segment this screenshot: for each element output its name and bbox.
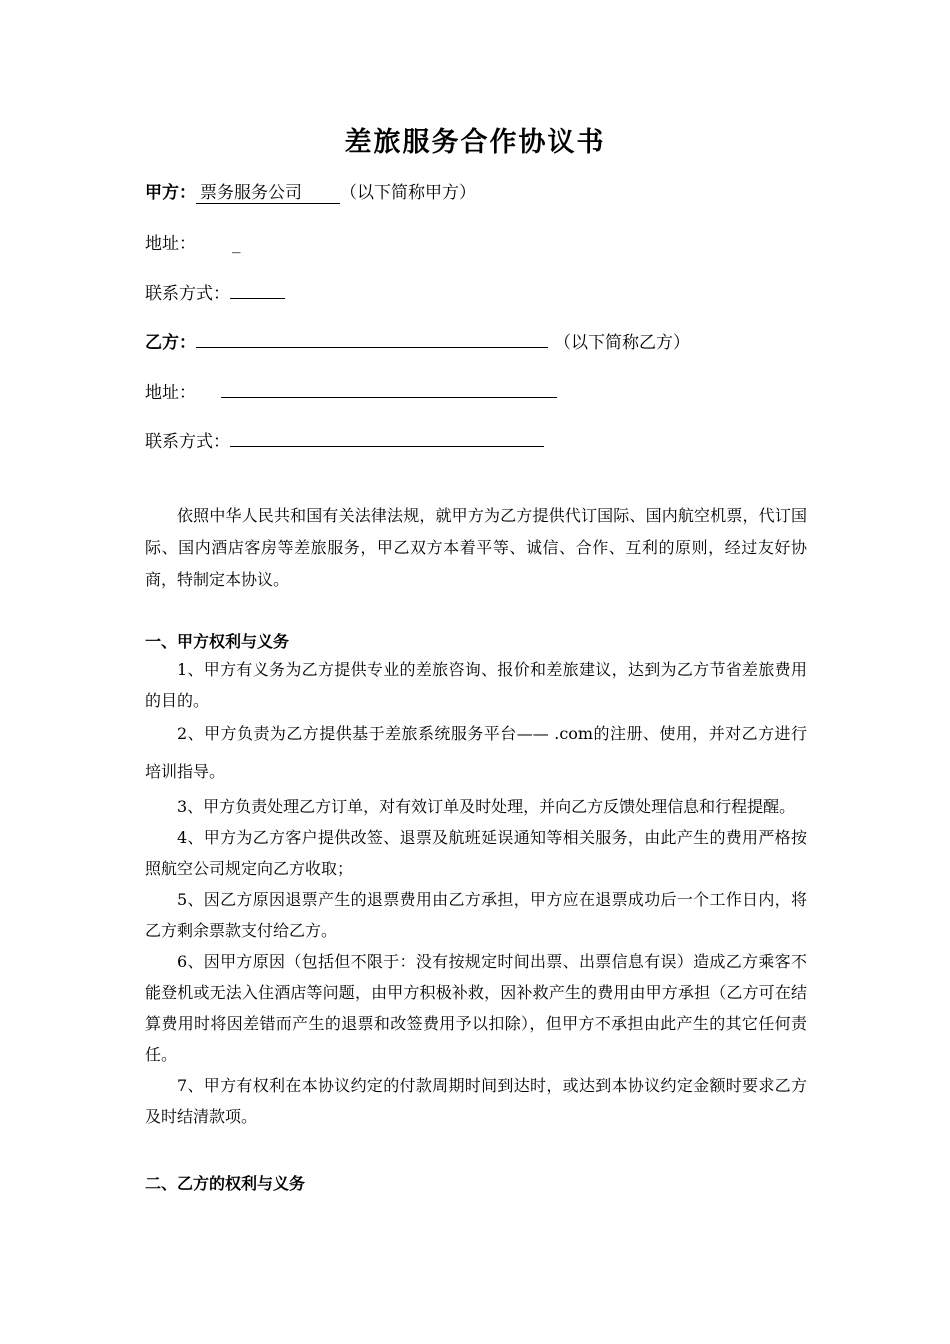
section-1-clause: 6、因甲方原因（包括但不限于：没有按规定时间出票、出票信息有误）造成乙方乘客不能登机或无法入住酒店等问题，由甲方积极补救，因补救产生的费用由甲方承担（乙方可在结算费用时将因差错而产生的退票和改签费用予以扣除），但甲方不承担由此产生的其它任何责任。	[145, 952, 807, 1064]
party-a-contact-line	[145, 279, 285, 304]
section-2-heading: 二、乙方的权利与义务	[145, 1174, 306, 1193]
party-a-label: 甲方：	[145, 183, 196, 203]
section-1-clause: 4、甲方为乙方客户提供改签、退票及航班延误通知等相关服务，由此产生的费用严格按照航空公司规定向乙方收取；	[145, 828, 807, 878]
party-a-contact-blank	[230, 280, 285, 299]
party-a-name: 票务服务公司	[196, 183, 340, 204]
party-a-line	[145, 178, 476, 203]
party-b-contact-blank	[230, 428, 544, 447]
preamble-paragraph: 依照中华人民共和国有关法律法规，就甲方为乙方提供代订国际、国内航空机票，代订国际、国内酒店客房等差旅服务，甲乙双方本着平等、诚信、合作、互利的原则，经过友好协商，特制定本协议。	[145, 506, 807, 589]
section-1-clause: 2、甲方负责为乙方提供基于差旅系统服务平台—— .com的注册、使用，并对乙方进行培训指导。	[145, 724, 807, 781]
party-b-address-line	[145, 378, 557, 403]
party-a-address-label: 地址：	[145, 234, 196, 254]
section-1-clause: 1、甲方有义务为乙方提供专业的差旅咨询、报价和差旅建议，达到为乙方节省差旅费用的目的。	[145, 660, 807, 710]
party-a-suffix: （以下简称甲方）	[340, 183, 476, 203]
party-a-address-value: _	[232, 234, 241, 254]
party-b-contact-line	[145, 427, 544, 452]
party-b-address-blank	[221, 379, 557, 398]
section-1-clause: 5、因乙方原因退票产生的退票费用由乙方承担，甲方应在退票成功后一个工作日内，将乙方剩余票款支付给乙方。	[145, 890, 807, 940]
party-b-suffix: （以下简称乙方）	[554, 333, 690, 353]
section-1-clause: 3、甲方负责处理乙方订单，对有效订单及时处理，并向乙方反馈处理信息和行程提醒。	[177, 797, 796, 816]
party-a-address-line	[145, 229, 241, 254]
section-1-heading: 一、甲方权利与义务	[145, 632, 290, 651]
party-a-contact-label: 联系方式：	[145, 284, 230, 304]
section-1-clause: 7、甲方有权利在本协议约定的付款周期时间到达时，或达到本协议约定金额时要求乙方及时结清款项。	[145, 1076, 807, 1126]
document-title: 差旅服务合作协议书	[344, 127, 606, 158]
party-b-name-blank	[196, 329, 548, 348]
party-b-label: 乙方：	[145, 333, 196, 353]
party-b-address-label: 地址：	[145, 383, 196, 403]
party-b-contact-label: 联系方式：	[145, 432, 230, 452]
party-b-line	[145, 328, 690, 353]
